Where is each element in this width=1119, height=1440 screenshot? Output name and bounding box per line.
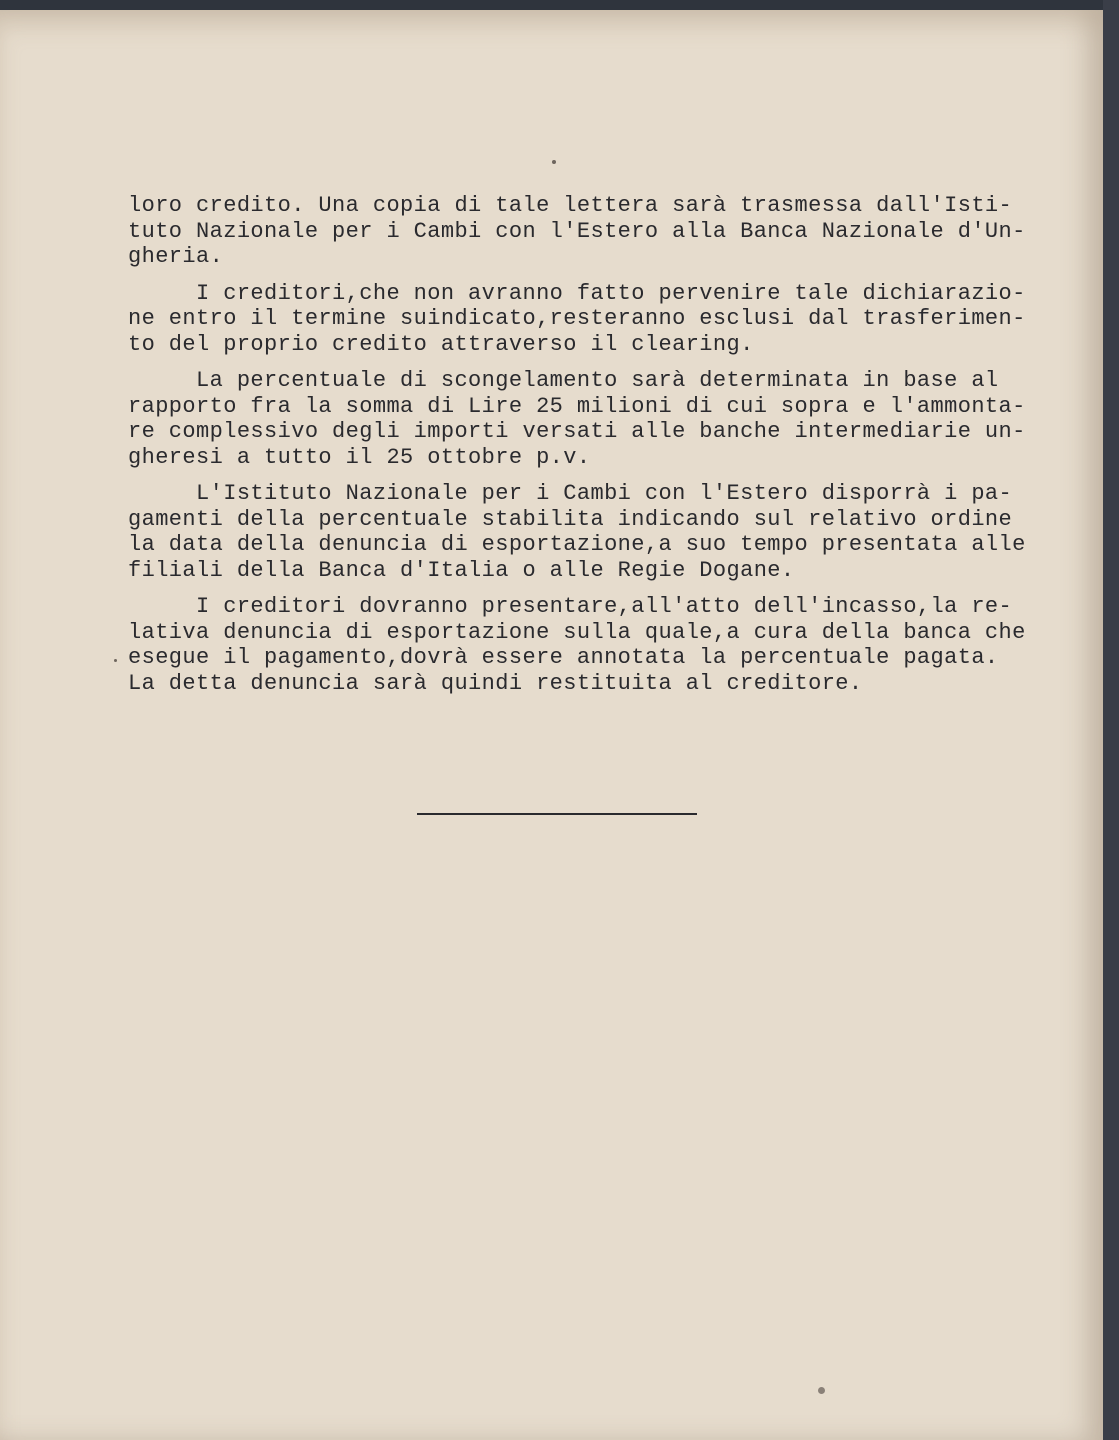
text-line: filiali della Banca d'Italia o alle Regie Dogane. bbox=[128, 557, 795, 583]
text-line: I creditori,che non avranno fatto pervenire tale dichiarazio- bbox=[128, 280, 1026, 306]
text-line: ne entro il termine suindicato,resteranno esclusi dal trasferimen- bbox=[128, 306, 1026, 331]
paper-speck bbox=[114, 659, 117, 662]
paragraph bbox=[128, 368, 1028, 470]
document-page bbox=[0, 10, 1103, 1440]
text-line: to del proprio credito attraverso il clearing. bbox=[128, 331, 754, 357]
paper-speck bbox=[818, 1387, 825, 1394]
text-line: loro credito. Una copia di tale lettera sarà trasmessa dall'Isti- bbox=[128, 193, 1013, 218]
closing-rule bbox=[417, 813, 697, 815]
document-body bbox=[128, 193, 1028, 707]
paragraph bbox=[128, 594, 1028, 696]
paragraph bbox=[128, 481, 1028, 583]
paper-speck bbox=[552, 160, 556, 164]
text-line: gheria. bbox=[128, 244, 224, 269]
text-line: la data della denuncia di esportazione,a suo tempo presentata alle bbox=[128, 532, 1026, 557]
show-through-text bbox=[120, 140, 1050, 168]
text-line: rapporto fra la somma di Lire 25 milioni di cui sopra e l'ammonta- bbox=[128, 393, 1026, 419]
text-line: gamenti della percentuale stabilita indicando sul relativo ordine bbox=[128, 506, 1013, 532]
text-line: La detta denuncia sarà quindi restituita al creditore. bbox=[128, 670, 863, 696]
text-line: lativa denuncia di esportazione sulla quale,a cura della banca che bbox=[128, 619, 1026, 645]
text-line: esegue il pagamento,dovrà essere annotata la percentuale pagata. bbox=[128, 645, 999, 670]
text-line: L'Istituto Nazionale per i Cambi con l'Estero disporrà i pa- bbox=[128, 481, 1013, 506]
text-line: I creditori dovranno presentare,all'atto dell'incasso,la re- bbox=[128, 594, 1013, 619]
paragraph bbox=[128, 193, 1028, 270]
scan-edge bbox=[1103, 0, 1119, 1440]
text-line: La percentuale di scongelamento sarà determinata in base al bbox=[128, 368, 999, 393]
text-line: re complessivo degli importi versati alle banche intermediarie un- bbox=[128, 419, 1026, 444]
paragraph bbox=[128, 281, 1028, 358]
text-line: tuto Nazionale per i Cambi con l'Estero alla Banca Nazionale d'Un- bbox=[128, 218, 1026, 244]
text-line: gheresi a tutto il 25 ottobre p.v. bbox=[128, 444, 591, 470]
